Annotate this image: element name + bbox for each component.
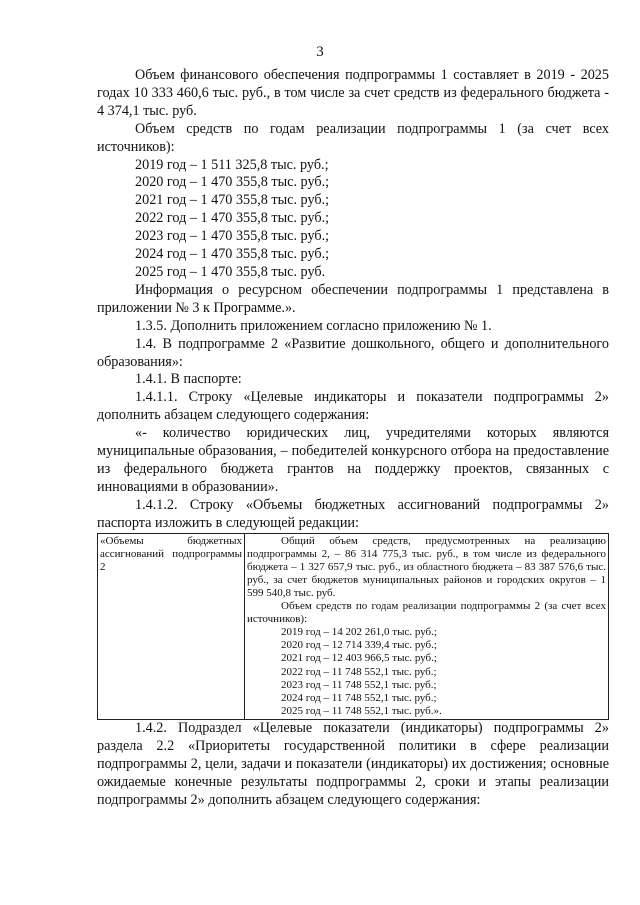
- year-line: 2022 год – 1 470 355,8 тыс. руб.;: [135, 210, 330, 227]
- paragraph-1-4-2: 1.4.2. Подраздел «Целевые показатели (индикаторы) подпрограммы 2» раздела 2.2 «Приоритеты государственной политики в сфере реализации подпрограммы 2, цели, задачи и показатели (индикаторы) их достижения; основные ожидаемые конечные результаты подпрограммы 2, сроки и этапы реализации подпрограммы 2» дополнить абзацем следующего содержания:: [97, 719, 609, 808]
- year-line: 2019 год – 1 511 325,8 тыс. руб.;: [135, 156, 329, 173]
- left-cell-text: «Объемы бюджетных ассигнований подпрограммы 2: [100, 534, 242, 573]
- paragraph-quote-indicator: «- количество юридических лиц, учредителями которых являются муниципальные образования, – победителей конкурсного отбора на предоставление из федерального бюджета грантов на поддержку проектов, связанных с инновациями в образовании».: [97, 425, 609, 495]
- paragraph-funding-total: Объем финансового обеспечения подпрограммы 1 составляет в 2019 - 2025 годах 10 333 460,6 тыс. руб., в том числе за счет средств из федерального бюджета - 4 374,1 тыс. руб.: [97, 67, 609, 119]
- year-line: 2020 год – 1 470 355,8 тыс. руб.;: [135, 174, 330, 191]
- table-year-line: 2023 год – 11 748 552,1 тыс. руб.;: [281, 678, 437, 691]
- paragraph-1-4-1-1: 1.4.1.1. Строку «Целевые индикаторы и показатели подпрограммы 2» дополнить абзацем следующего содержания:: [97, 389, 609, 424]
- year-line: 2023 год – 1 470 355,8 тыс. руб.;: [135, 228, 330, 245]
- paragraph-1-4: 1.4. В подпрограмме 2 «Развитие дошкольного, общего и дополнительного образования»:: [97, 335, 609, 370]
- table-cell-content: [245, 533, 609, 719]
- table-year-line: 2021 год – 12 403 966,5 тыс. руб.;: [281, 652, 437, 665]
- passport-table: [97, 533, 609, 720]
- page-number: 3: [316, 44, 324, 60]
- table-year-line: 2024 год – 11 748 552,1 тыс. руб.;: [281, 691, 437, 704]
- paragraph-1-4-1-2: 1.4.1.2. Строку «Объемы бюджетных ассигнований подпрограммы 2» паспорта изложить в следующей редакции:: [97, 496, 609, 531]
- document-body: [97, 67, 609, 809]
- year-line: 2021 год – 1 470 355,8 тыс. руб.;: [135, 192, 330, 209]
- year-line: 2024 год – 1 470 355,8 тыс. руб.;: [135, 246, 330, 263]
- paragraph-1-4-1: 1.4.1. В паспорте:: [135, 371, 242, 388]
- table-year-line: 2019 год – 14 202 261,0 тыс. руб.;: [281, 626, 437, 639]
- table-total-paragraph: Общий объем средств, предусмотренных на реализацию подпрограммы 2, – 86 314 775,3 тыс. руб., в том числе из федерального бюджета – 1 327 657,9 тыс. руб., из областного бюджета – 83 387 576,6 тыс. руб., за счет бюджетов муниципальных районов и городских округов – 1 599 540,8 тыс. руб.: [247, 534, 606, 599]
- table-cell-label: [98, 533, 245, 719]
- table-row: [98, 533, 609, 719]
- paragraph-funding-by-year: Объем средств по годам реализации подпрограммы 1 (за счет всех источников):: [97, 120, 609, 155]
- paragraph-1-3-5: 1.3.5. Дополнить приложением согласно приложению № 1.: [135, 317, 492, 334]
- year-line: 2025 год – 1 470 355,8 тыс. руб.: [135, 263, 326, 280]
- table-by-year-paragraph: Объем средств по годам реализации подпрограммы 2 (за счет всех источников):: [247, 600, 606, 626]
- table-year-line: 2022 год – 11 748 552,1 тыс. руб.;: [281, 665, 437, 678]
- table-year-line: 2025 год – 11 748 552,1 тыс. руб.».: [281, 704, 442, 717]
- table-year-line: 2020 год – 12 714 339,4 тыс. руб.;: [281, 639, 437, 652]
- paragraph-resource-info: Информация о ресурсном обеспечении подпрограммы 1 представлена в приложении № 3 к Программе.».: [97, 281, 609, 316]
